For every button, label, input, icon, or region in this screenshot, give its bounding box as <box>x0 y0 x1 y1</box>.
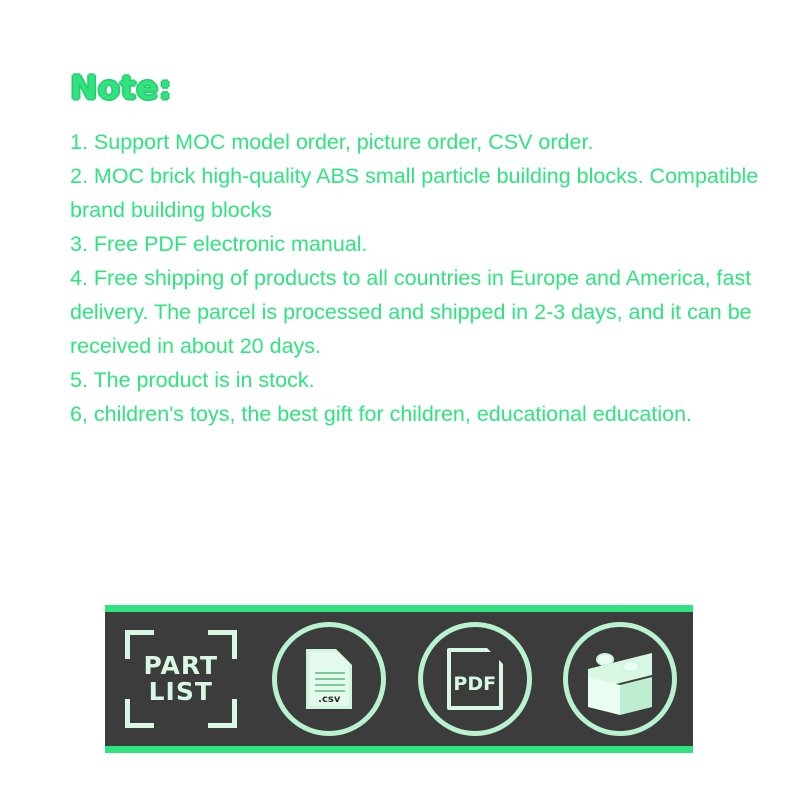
page-corner-icon <box>487 648 503 664</box>
bracket-bottom-left-icon <box>125 699 154 728</box>
page-title: Note: <box>70 68 172 107</box>
csv-file-icon <box>272 622 386 736</box>
note-list <box>70 126 800 432</box>
note-line-4: 4. Free shipping of products to all countries in Europe and America, fast delivery. The parcel is processed and shipped in 2-3 days, and it can be received in about 20 days. <box>70 266 752 359</box>
pdf-file-icon <box>418 622 532 736</box>
note-line-6: 6, children's toys, the best gift for children, educational education. <box>70 402 692 427</box>
brick-icon <box>563 622 677 736</box>
bracket-top-right-icon <box>208 630 237 659</box>
badge-part-list <box>121 627 241 731</box>
badge-bar <box>105 605 693 753</box>
note-line-1: 1. Support MOC model order, picture order, CSV order. <box>70 130 594 155</box>
brick-shape <box>588 651 652 707</box>
note-line-2: 2. MOC brick high-quality ABS small particle building blocks. Compatible brand building blocks <box>70 164 759 223</box>
part-list-line2: LIST <box>148 677 213 706</box>
pdf-label: PDF <box>453 673 497 695</box>
part-list-text <box>143 650 219 706</box>
note-line-5: 5. The product is in stock. <box>70 368 315 393</box>
pdf-page-shape <box>447 648 503 710</box>
bracket-top-left-icon <box>125 630 154 659</box>
bracket-bottom-right-icon <box>208 699 237 728</box>
csv-page-shape <box>306 649 352 709</box>
page-fold-icon <box>336 649 352 665</box>
part-list-icon <box>121 627 241 731</box>
part-list-line1: PART <box>143 650 219 680</box>
note-line-3: 3. Free PDF electronic manual. <box>70 232 368 257</box>
brick-side-face <box>620 677 652 715</box>
badge-pdf <box>418 622 532 736</box>
badge-brick <box>563 622 677 736</box>
csv-label: .csv <box>318 694 341 705</box>
badge-csv <box>272 622 386 736</box>
